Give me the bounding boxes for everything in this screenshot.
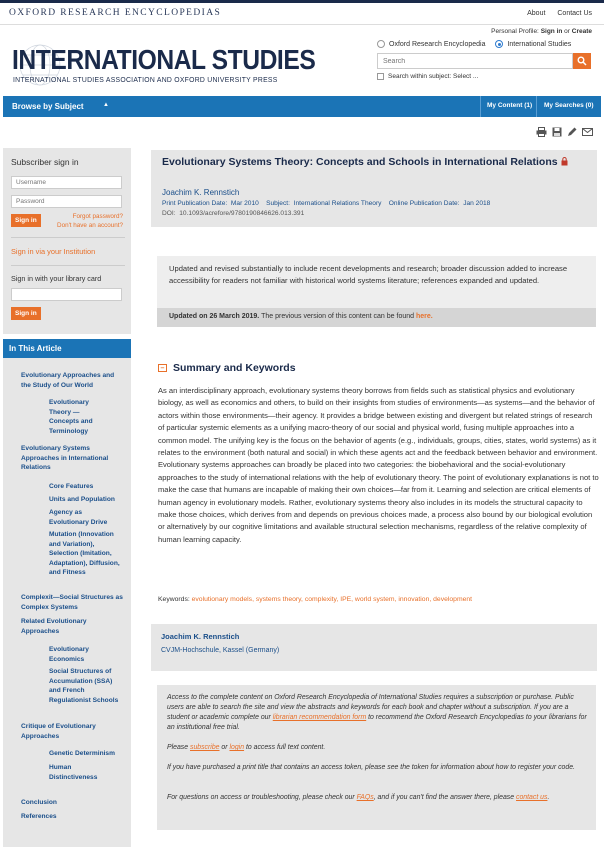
brand-link[interactable]: OXFORD RESEARCH ENCYCLOPEDIAS (9, 8, 222, 18)
update-date: Updated on 26 March 2019. (169, 313, 260, 320)
toc-item[interactable]: Social Structures of Accumulation (SSA) and French Regulationist Schools (49, 668, 119, 704)
faqs-link[interactable]: FAQs (356, 794, 374, 801)
search-within-checkbox[interactable] (377, 73, 384, 80)
revision-note-text: Updated and revised substantially to include recent developments and research; broader discussion added to increase accessibility for readers not familiar with historical world systems literature; references expanded and updated. (169, 264, 568, 285)
toc-item[interactable]: Evolutionary Economics (49, 646, 89, 663)
in-this-article-panel (3, 339, 131, 847)
online-date: Jan 2018 (463, 200, 491, 207)
site-logo[interactable] (10, 44, 316, 88)
about-link[interactable]: About (527, 10, 546, 17)
access-notice (157, 685, 596, 830)
keyword-links[interactable]: evolutionary models, systems theory, complexity, IPE, world system, innovation, development (191, 596, 473, 603)
radio-unchecked-icon (377, 40, 385, 48)
library-card-input[interactable] (11, 288, 122, 301)
toc-item[interactable]: Human Distinctiveness (49, 764, 98, 781)
toc-item[interactable]: Evolutionary Approaches and the Study of Our World (21, 372, 115, 389)
email-icon[interactable] (582, 127, 593, 137)
divider (11, 237, 125, 238)
toc-item[interactable]: Agency as Evolutionary Drive (49, 509, 108, 526)
divider (11, 265, 125, 266)
toc-heading: In This Article (3, 339, 131, 358)
save-icon[interactable] (552, 127, 562, 137)
login-link[interactable]: login (229, 744, 245, 751)
profile-create-link[interactable]: Create (571, 28, 592, 35)
scope-ore-radio[interactable]: Oxford Research Encyclopedia (377, 40, 486, 48)
abstract-text: As an interdisciplinary approach, evolutionary systems theory borrows from fields such as statistical physics and evolutionary biology, as well as economics and others, to build on their insights from studies of environments—as systems—and the behavior of actors within those environments—their agency. It provides a bridge between existing and divergent but related strings of research of particular systemic elements as a unifying macro-theory of our social and physical world, fusing multiple approaches into a common model. The unifying key is the focus on the behavior of agents (e.g., individuals, groups, cities, states, world systems) as it relates to the environment (both natural and social) in which these agents act and the feedback between behavior and environment. Evolutionary systems approaches can broadly be placed into two categories: the biobehavioral and the social-evolutionary approaches to the study of international relations with the help of evolutionary theory. The point of evolutionary explanations is not to make the case that humans are incapable of making their own choices—far from it. Learning and selection are critical elements of human agency in evolutionary models. Rather, evolutionary systems theory also includes in its models the structural capacity to make those choices, which derives from and depends on previous choices made, a process also bound by our biological evolution or alternatively by our cognitive limitations and available structural selection mechanisms, regardless of the relative complexity of human learning capacity. (158, 386, 599, 544)
toc-item[interactable]: Evolutionary Theory —Concepts and Terminology (49, 399, 93, 435)
password-input[interactable] (11, 195, 122, 208)
search-box (377, 53, 591, 69)
toc-item[interactable]: Genetic Determinism (49, 750, 115, 757)
access-paragraph: Access to the complete content on Oxford Research Encyclopedia of International Studies requires a subscription or purchase. Public users are able to search the site and view the abstracts and keywords for each book and chapter without a subscription. If you are a student or academic complete our librarian recommendation form to recommend the Oxford Research Encyclopedias to your librarians for an institutional free trial. (167, 694, 587, 731)
collapse-toggle[interactable]: – (158, 364, 167, 372)
author-name[interactable]: Joachim K. Rennstich (161, 632, 240, 641)
personal-profile: Personal Profile: Sign in or Create (491, 28, 592, 35)
subject-link[interactable]: International Relations Theory (293, 200, 382, 207)
toc-item[interactable]: Core Features (49, 483, 94, 490)
my-content-link[interactable]: My Content (1) (480, 96, 536, 117)
subscriber-heading: Subscriber sign in (11, 157, 79, 167)
scope-is-radio[interactable]: International Studies (495, 40, 571, 48)
site-subtitle: INTERNATIONAL STUDIES ASSOCIATION AND OXFORD UNIVERSITY PRESS (13, 75, 278, 84)
top-bar (0, 0, 604, 25)
radio-checked-icon (495, 40, 503, 48)
no-account-link[interactable]: Don't have an account? (57, 221, 123, 229)
subscriber-signin-panel (3, 148, 131, 334)
librarian-form-link[interactable]: librarian recommendation form (272, 713, 367, 721)
article-header (151, 150, 597, 227)
contact-us-link[interactable]: contact us (516, 794, 548, 801)
access-paragraph: Please subscribe or login to access full text content. (167, 744, 326, 751)
toc-item[interactable]: Units and Population (49, 496, 115, 503)
search-within-subject[interactable]: Search within subject: Select ... (377, 73, 478, 80)
library-card-label: Sign in with your library card (11, 274, 102, 283)
profile-sign-in-link[interactable]: Sign in (540, 28, 563, 35)
signin-button[interactable]: Sign in (11, 214, 41, 227)
keywords: Keywords: evolutionary models, systems theory, complexity, IPE, world system, innovation, development (158, 596, 473, 603)
subscribe-link[interactable]: subscribe (190, 744, 220, 751)
institution-signin-link[interactable]: Sign in via your Institution (11, 247, 96, 256)
toc-item[interactable]: References (21, 813, 57, 820)
contact-link[interactable]: Contact Us (557, 10, 592, 17)
update-banner: Updated on 26 March 2019. The previous version of this content can be found here. (157, 308, 596, 327)
main-nav (3, 96, 601, 117)
previous-version-link[interactable]: here. (415, 313, 433, 320)
username-input[interactable] (11, 176, 122, 189)
cite-icon[interactable] (567, 127, 577, 137)
access-paragraph: For questions on access or troubleshooting, please check our FAQs, and if you can't find the answer there, please contact us. (167, 794, 550, 801)
author-affiliation: CVJM-Hochschule, Kassel (Germany) (161, 647, 280, 654)
search-scope (377, 40, 579, 50)
author-info (151, 624, 597, 671)
print-icon[interactable] (536, 127, 547, 137)
my-searches-link[interactable]: My Searches (0) (536, 96, 594, 117)
doi-value: 10.1093/acrefore/9780190846626.013.391 (179, 210, 305, 217)
toc-item[interactable]: Conclusion (21, 799, 57, 806)
article-author[interactable]: Joachim K. Rennstich (162, 188, 240, 197)
doi: DOI: 10.1093/acrefore/9780190846626.013.391 (162, 210, 305, 217)
search-input[interactable] (377, 53, 573, 69)
toc-item[interactable]: Mutation (Innovation and Variation), Selection (Imitation, Adaptation), Diffusion, and Fitness (49, 531, 120, 576)
toc-item[interactable]: Related Evolutionary Approaches (21, 618, 87, 635)
print-date: Mar 2010 (230, 200, 259, 207)
toc-item[interactable]: Evolutionary Systems Approaches in International Relations (21, 445, 109, 471)
publication-meta: Print Publication Date: Mar 2010 Subject: International Relations Theory Online Publication Date: Jan 2018 (162, 200, 491, 207)
search-icon (577, 56, 587, 66)
article-title: Evolutionary Systems Theory: Concepts and Schools in International Relations (162, 157, 582, 169)
article-tools (536, 127, 593, 137)
toc-item[interactable]: Critique of Evolutionary Approaches (21, 723, 96, 740)
site-title: INTERNATIONAL STUDIES (12, 44, 316, 75)
summary-heading: – Summary and Keywords (158, 362, 296, 374)
forgot-password-link[interactable]: Forgot password? (72, 213, 123, 220)
browse-by-subject-menu[interactable]: Browse by Subject (12, 102, 84, 111)
access-token-info: If you have purchased a print title that contains an access token, please see the token for information about how to register your code. (167, 764, 575, 771)
toc-item[interactable]: Complexit—Social Structures as Complex Systems (21, 594, 123, 611)
lock-icon (561, 157, 568, 166)
library-signin-button[interactable]: Sign in (11, 307, 41, 320)
caret-up-icon: ▲ (103, 102, 109, 108)
search-button[interactable] (573, 53, 591, 69)
